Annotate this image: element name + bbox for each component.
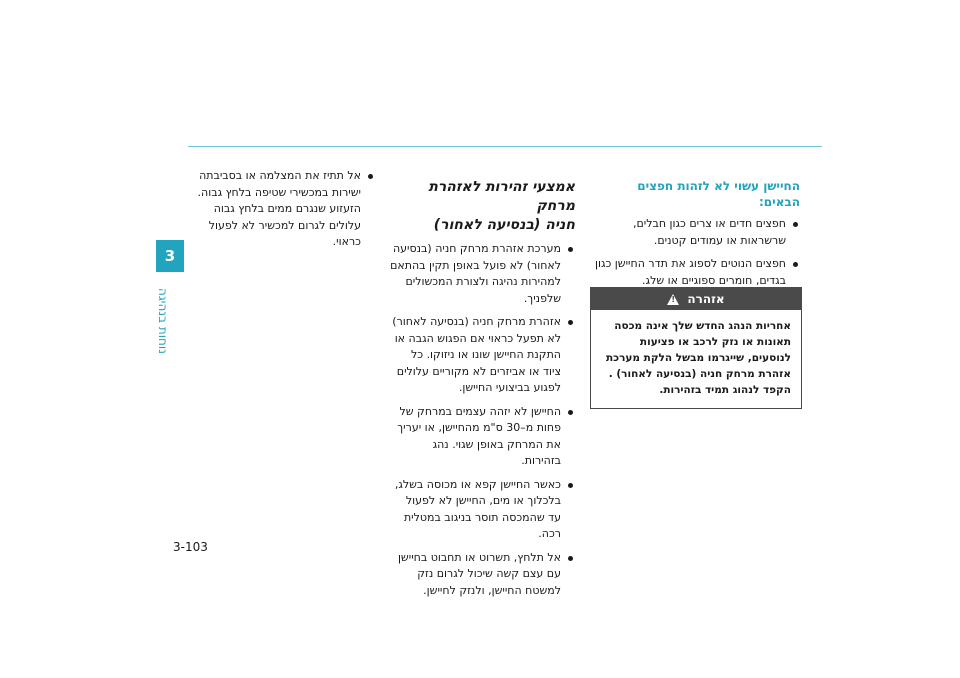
- right-heading-line2: הבאים:: [759, 195, 800, 209]
- middle-heading-line2: חניה (בנסיעה לאחור): [433, 217, 575, 233]
- right-column: [590, 178, 800, 296]
- list-item: חפצים חדים או צרים כגון חבלים, שרשראות או עמודים קטנים.: [590, 216, 800, 249]
- warning-title: אזהרה: [687, 292, 725, 306]
- warning-box: [590, 287, 802, 409]
- chapter-side-title: נוחות בנהיגה: [156, 288, 170, 354]
- page-number: 3-103: [173, 540, 208, 554]
- list-item: חפצים הנוטים לספוג את תדר החיישן כגון בגדים, חומרים ספוגיים או שלג.: [590, 256, 800, 289]
- left-column: [190, 168, 375, 258]
- warning-text: אחריות הנהג החדש שלך אינה מכסה תאונות או נזק לרכב או פציעות לנוסעים, שייגרמו מבשל הלקת מערכת אזהרת מרחק חניה (בנסיעה לאחור) . הקפד לנהוג תמיד בזהירות.: [605, 320, 791, 396]
- chapter-number-badge: 3: [156, 240, 184, 272]
- middle-column: [390, 178, 575, 606]
- list-item: אזהרת מרחק חניה (בנסיעה לאחור) לא תפעל כראוי אם הפגוש הגבה או התקנת החיישן שונו או ניזוקו. כל ציוד או אביזרים לא מקוריים עלולים לפגוע בביצועי החיישן.: [390, 314, 575, 397]
- right-heading-line1: החיישן עשוי לא לזהות חפצים: [637, 179, 800, 193]
- list-item: כאשר החיישן קפא או מכוסה בשלג, בלכלוך או מים, החיישן לא לפעול עד שהמכסה תוסר בניגוב במטלית רכה.: [390, 477, 575, 543]
- right-bullet-list: [590, 216, 800, 289]
- list-item: אל תתיז את המצלמה או בסביבתה ישירות במכשירי שטיפה בלחץ גבוה. הזעזוע שנגרם ממים בלחץ גבוה עלולים לגרום למכשיר לא לפעול כראוי.: [190, 168, 375, 251]
- list-item: החיישן לא יזהה עצמים במרחק של פחות מ–30 ס"מ מהחיישן, או יעריך את המרחק באופן שגוי. נהג בזהירות.: [390, 404, 575, 470]
- left-bullet-list: [190, 168, 375, 251]
- middle-heading: [390, 178, 575, 235]
- top-divider: [188, 146, 822, 147]
- middle-heading-line1: אמצעי זהירות לאזהרת מרחק: [428, 179, 575, 214]
- list-item: מערכת אזהרת מרחק חניה (בנסיעה לאחור) לא פועל באופן תקין בהתאם למהירות נהיגה ולצורת המכשולים שלפניך.: [390, 241, 575, 307]
- list-item: אל תלחץ, תשרוט או תחבוט בחיישן עם עצם קשה שיכול לגרום נזק למשטח החיישן, ולנזק לחיישן.: [390, 550, 575, 600]
- warning-triangle-icon: !: [667, 294, 679, 305]
- warning-header: [591, 288, 801, 310]
- middle-bullet-list: [390, 241, 575, 599]
